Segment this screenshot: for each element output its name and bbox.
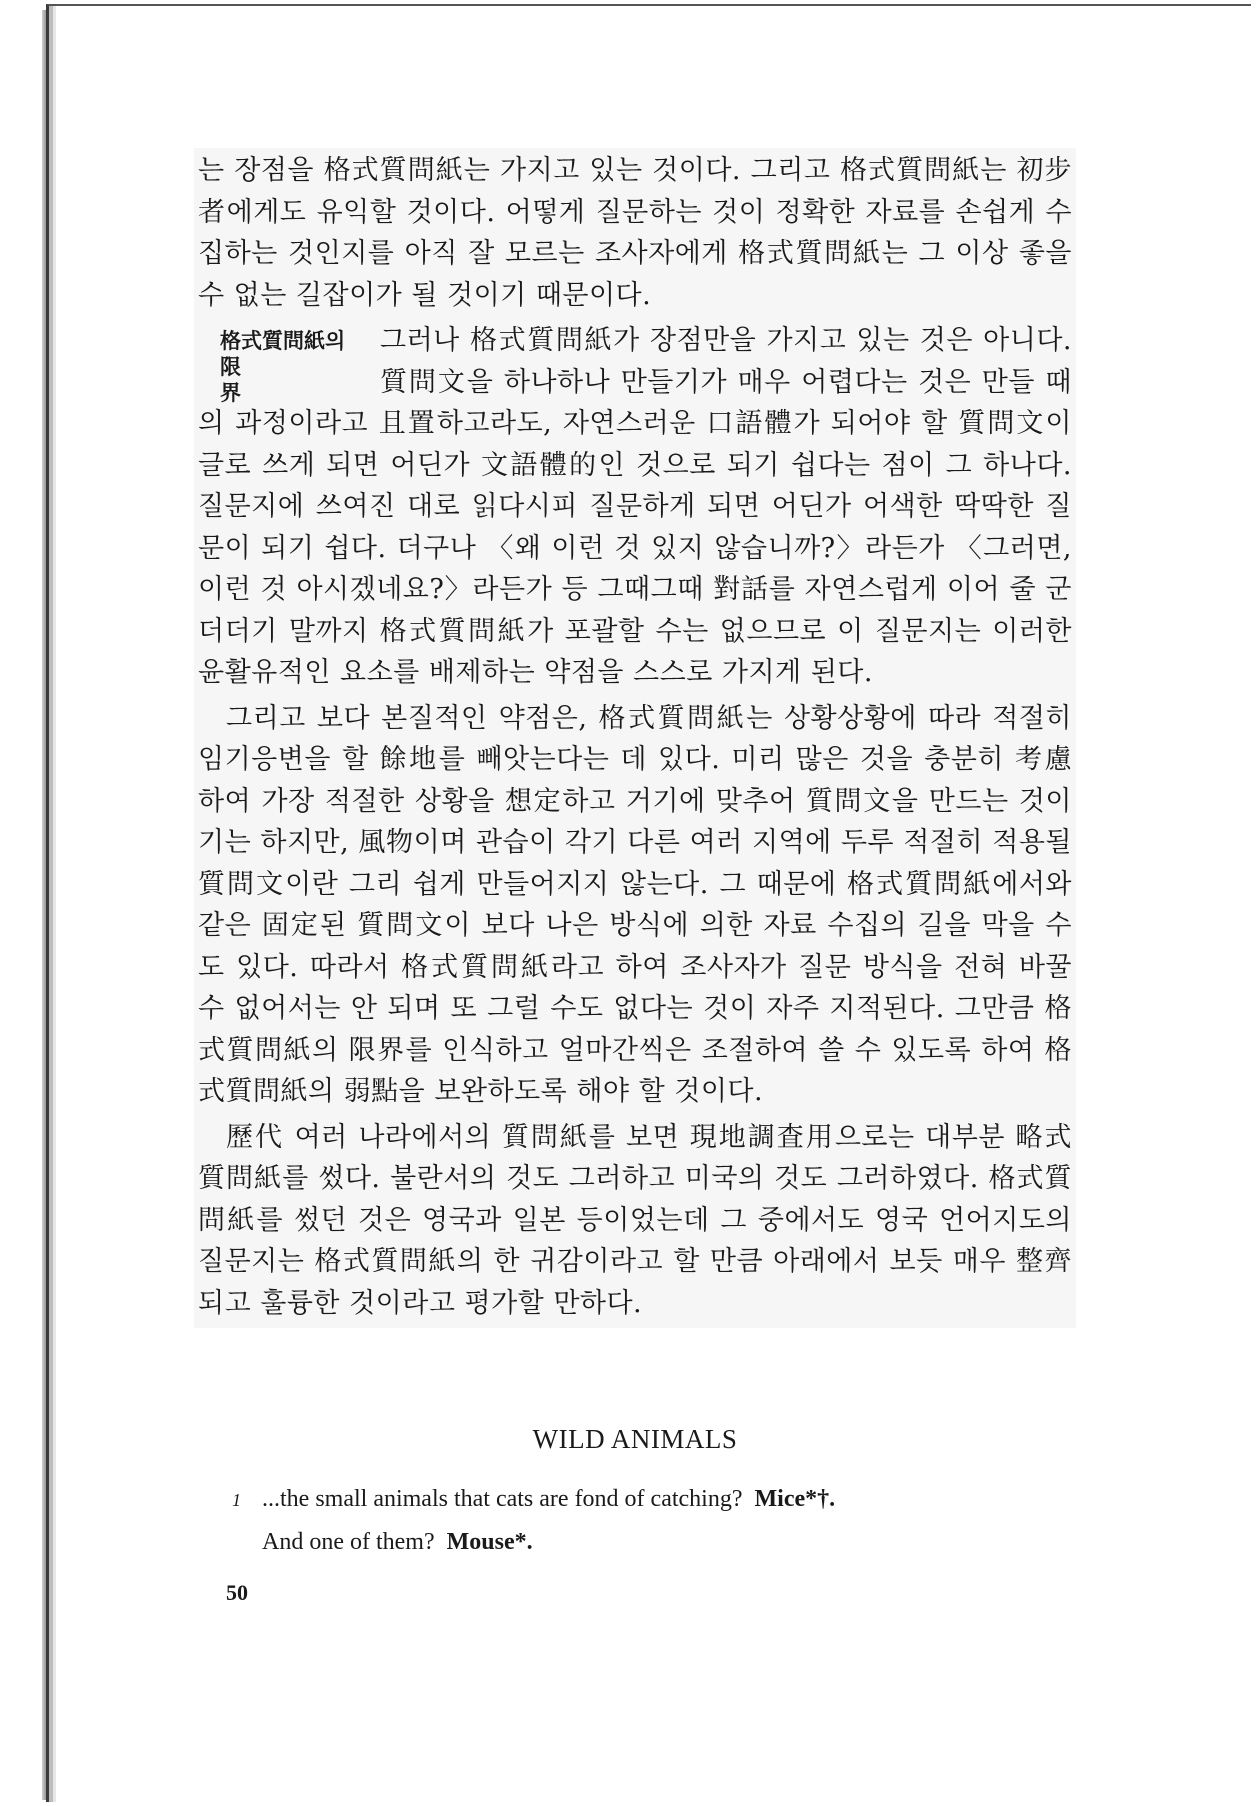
section-title: WILD ANIMALS [532, 1424, 738, 1454]
question-text-1: ...the small animals that cats are fond of catching? [262, 1486, 743, 1512]
page-number: 50 [226, 1580, 248, 1605]
answer-text-1: Mice*†. [754, 1486, 836, 1512]
paragraph-1: 는 장점을 格式質問紙는 가지고 있는 것이다. 그리고 格式質問紙는 初步者에게도 유익할 것이다. 어떻게 질문하는 것이 정확한 자료를 손쉽게 수집하는 것인지를 아직 잘 모르는 조사자에게 格式質問紙는 그 이상 좋을 수 없는 길잡이가 될 것이기 때문이다. [198, 155, 1072, 311]
questionnaire-item [232, 1478, 1032, 1563]
paragraph-4: 歷代 여러 나라에서의 質問紙를 보면 現地調査用으로는 대부분 略式質問紙를 썼다. 불란서의 것도 그러하고 미국의 것도 그러하였다. 格式質問紙를 썼던 것은 영국과 일본 등이었는데 그 중에서도 영국 언어지도의 질문지는 格式質問紙의 한 귀감이라고 할 만큼 아래에서 보듯 매우 整齊되고 훌륭한 것이라고 평가할 만하다. [198, 1121, 1072, 1319]
korean-text-block [194, 148, 1076, 1328]
paragraph-2-with-side-heading [198, 320, 1072, 694]
question-line-1 [232, 1478, 1032, 1521]
item-number: 1 [232, 1490, 241, 1510]
answer-text-2: Mouse*. [446, 1529, 533, 1555]
side-heading [198, 320, 368, 405]
paragraph-2: 그러나 格式質問紙가 장점만을 가지고 있는 것은 아니다. 質問文을 하나하나 만들기가 매우 어렵다는 것은 만들 때의 과정이라고 且置하고라도, 자연스러운 口語體가 되어야 할 質問文이 글로 쓰게 되면 어딘가 文語體的인 것으로 되기 쉽다는 점이 그 하나다. 질문지에 쓰여진 대로 읽다시피 질문하게 되면 어딘가 어색한 딱딱한 질문이 되기 쉽다. 더구나 〈왜 이런 것 있지 않습니까?〉라든가 〈그러면, 이런 것 아시겠네요?〉라든가 등 그때그때 對話를 자연스럽게 이어 줄 군더더기 말까지 格式質問紙가 포괄할 수는 없으므로 이 질문지는 이러한 윤활유적인 요소를 배제하는 약점을 스스로 가지게 된다. [198, 325, 1072, 688]
side-heading-line-2: 限界 [220, 355, 309, 405]
question-line-2 [232, 1521, 1032, 1563]
side-heading-line-1: 格式質問紙의 [220, 329, 346, 353]
question-text-2: And one of them? [262, 1529, 435, 1555]
paragraph-3: 그리고 보다 본질적인 약점은, 格式質問紙는 상황상황에 따라 적절히 임기응변을 할 餘地를 빼앗는다는 데 있다. 미리 많은 것을 충분히 考慮하여 가장 적절한 상황을 想定하고 거기에 맞추어 質問文을 만드는 것이기는 하지만, 風物이며 관습이 각기 다른 여러 지역에 두루 적절히 적용될 質問文이란 그리 쉽게 만들어지지 않는다. 그 때문에 格式質問紙에서와 같은 固定된 質問文이 보다 나은 방식에 의한 자료 수집의 길을 막을 수도 있다. 따라서 格式質問紙라고 하여 조사자가 질문 방식을 전혀 바꿀 수 없어서는 안 되며 또 그럴 수도 없다는 것이 자주 지적된다. 그만큼 格式質問紙의 限界를 인식하고 얼마간씩은 조절하여 쓸 수 있도록 하여 格式質問紙의 弱點을 보완하도록 해야 할 것이다. [198, 702, 1072, 1107]
